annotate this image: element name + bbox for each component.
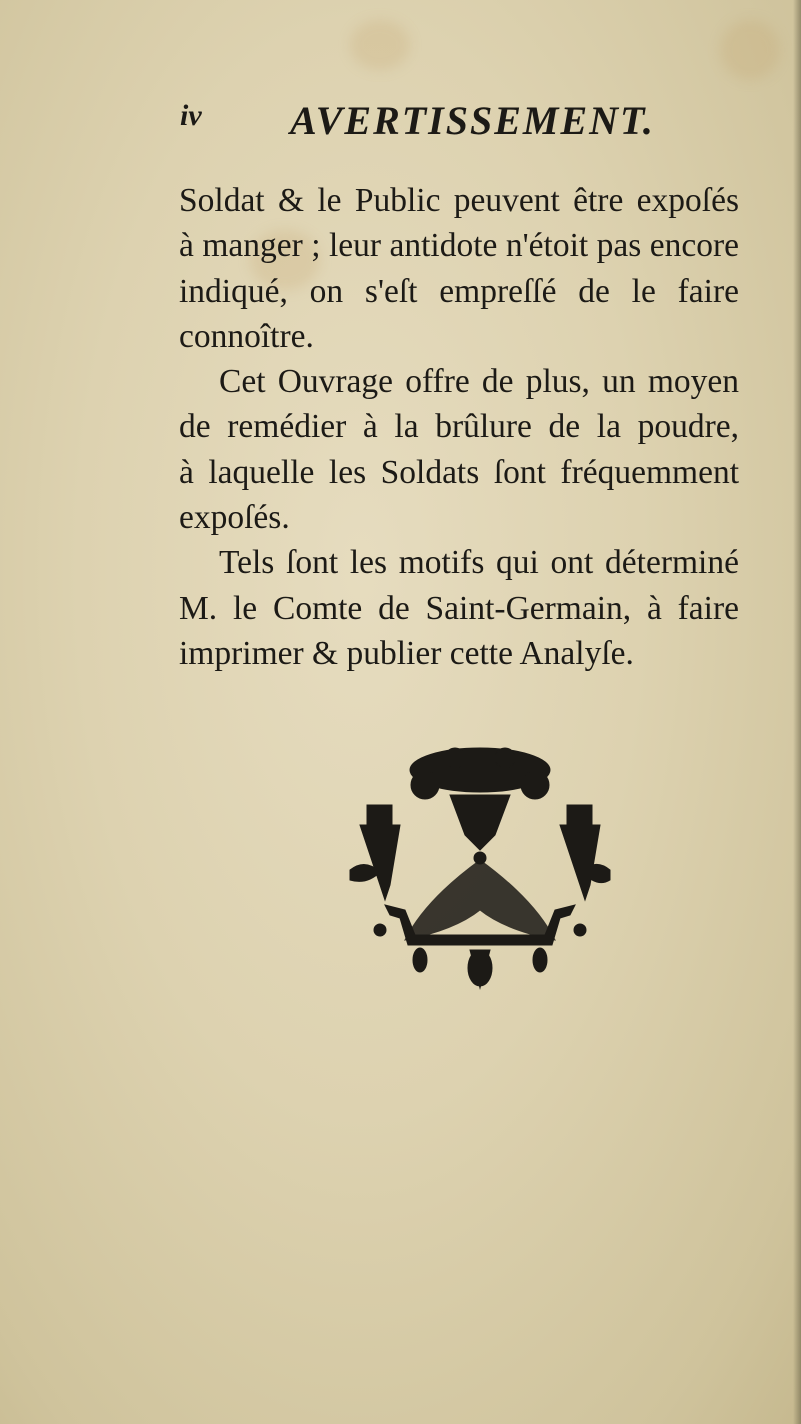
running-title: AVERTISSEMENT. bbox=[290, 98, 655, 143]
paper-stain bbox=[720, 20, 780, 80]
paper-stain bbox=[350, 20, 410, 70]
text-line: connoître. bbox=[179, 317, 314, 355]
text-line: Tels ſont les motifs qui ont déterminé bbox=[219, 544, 739, 582]
text-line: expoſés. bbox=[179, 499, 290, 537]
text-line: de remédier à la brûlure de la poudre, bbox=[179, 408, 739, 446]
text-line: Soldat & le Public peuvent être expoſés bbox=[179, 182, 739, 219]
text-line: M. le Comte de Saint-Germain, à faire bbox=[179, 589, 739, 627]
floral-ornament-icon bbox=[345, 740, 615, 990]
page-header bbox=[180, 97, 760, 147]
page-edge bbox=[793, 0, 801, 1424]
text-line: à laquelle les Soldats ſont fréquemment bbox=[179, 453, 739, 491]
text-line: indiqué, on s'eſt empreſſé de le faire bbox=[179, 272, 739, 310]
text-line: imprimer & publier cette Analyſe. bbox=[179, 634, 634, 672]
page-number: iv bbox=[180, 99, 202, 132]
text-line: à manger ; leur antidote n'étoit pas encore bbox=[179, 227, 739, 265]
body-text bbox=[179, 178, 739, 676]
text-line: Cet Ouvrage offre de plus, un moyen bbox=[219, 363, 739, 401]
